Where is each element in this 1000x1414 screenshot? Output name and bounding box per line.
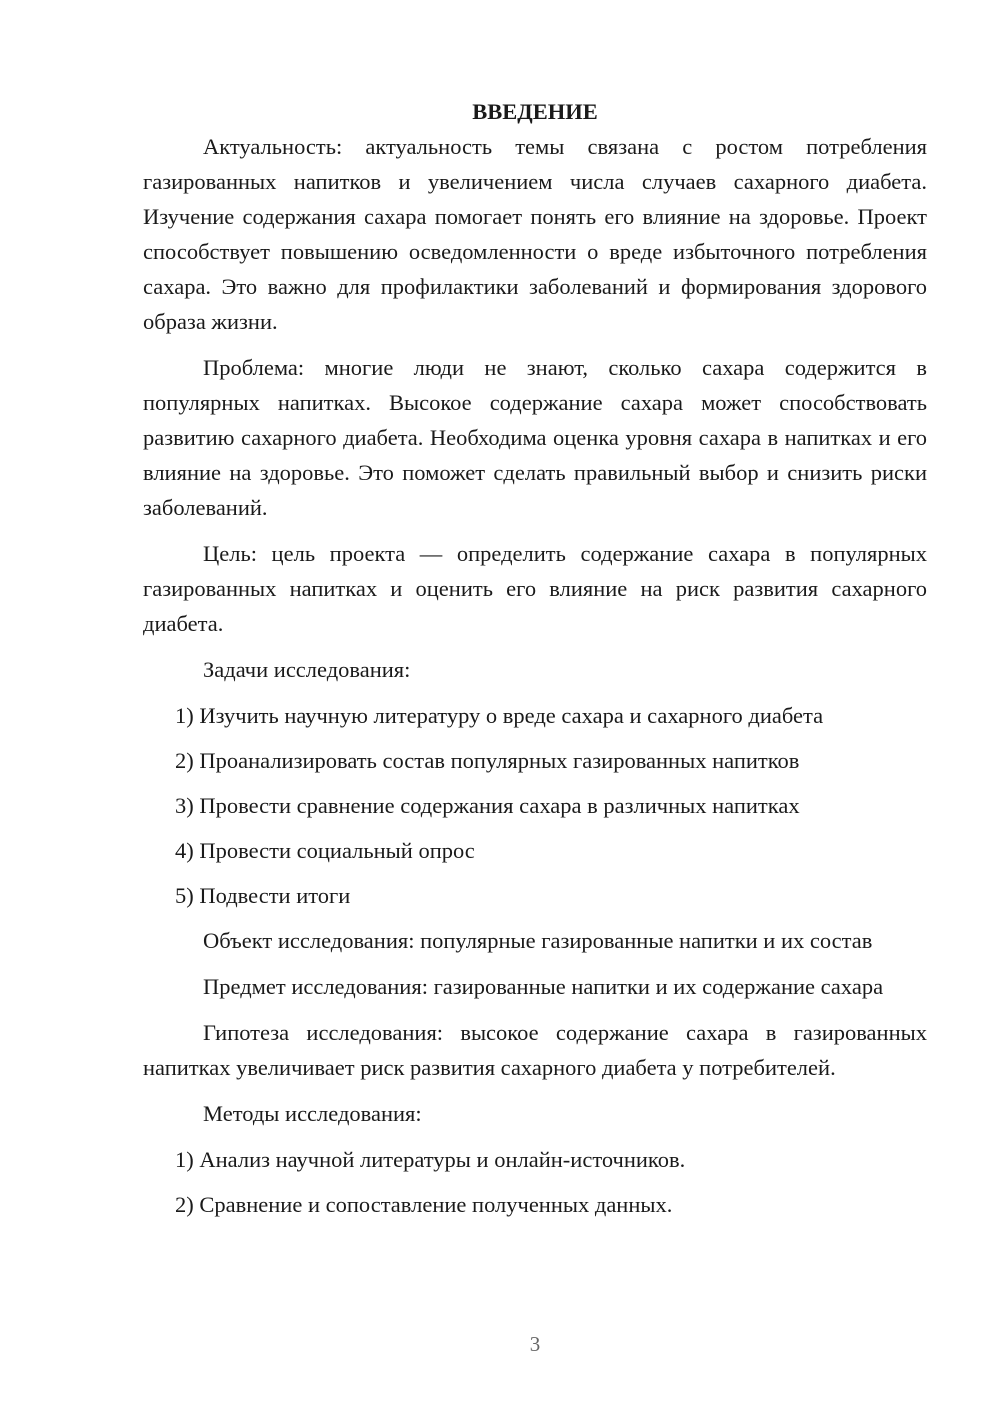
hypothesis-paragraph: Гипотеза исследования: высокое содержание сахара в газированных напитках увеличивает риск развития сахарного диабета у потребителей.: [143, 1020, 927, 1080]
tasks-list: [143, 698, 927, 913]
list-item: 1) Анализ научной литературы и онлайн-источников.: [175, 1147, 686, 1172]
object-paragraph: Объект исследования: популярные газированные напитки и их состав: [203, 928, 873, 953]
problem-paragraph: Проблема: многие люди не знают, сколько сахара содержится в популярных напитках. Высокое содержание сахара может способствовать развитию сахарного диабета. Необходима оценка уровня сахара в напитках и его влияние на здоровье. Это поможет сделать правильный выбор и снизить риски заболеваний.: [143, 355, 927, 520]
methods-heading: Методы исследования:: [203, 1101, 422, 1126]
list-item: 5) Подвести итоги: [175, 883, 351, 908]
list-item: 1) Изучить научную литературу о вреде сахара и сахарного диабета: [175, 703, 824, 728]
section-title: ВВЕДЕНИЕ: [472, 99, 598, 124]
subject-paragraph: Предмет исследования: газированные напитки и их содержание сахара: [203, 974, 884, 999]
list-item: 2) Сравнение и сопоставление полученных данных.: [175, 1192, 673, 1217]
goal-paragraph: Цель: цель проекта — определить содержание сахара в популярных газированных напитках и оценить его влияние на риск развития сахарного диабета.: [143, 541, 927, 636]
list-item: 3) Провести сравнение содержания сахара в различных напитках: [175, 793, 800, 818]
relevance-paragraph: Актуальность: актуальность темы связана с ростом потребления газированных напитков и увеличением числа случаев сахарного диабета. Изучение содержания сахара помогает понять его влияние на здоровье. Проект способствует повышению осведомленности о вреде избыточного потребления сахара. Это важно для профилактики заболеваний и формирования здорового образа жизни.: [143, 134, 927, 334]
list-item: 2) Проанализировать состав популярных газированных напитков: [175, 748, 800, 773]
tasks-heading: Задачи исследования:: [203, 657, 411, 682]
page-number: 3: [529, 1332, 541, 1356]
list-item: 4) Провести социальный опрос: [175, 838, 475, 863]
methods-list: [143, 1142, 927, 1222]
page-content: [143, 94, 927, 1232]
